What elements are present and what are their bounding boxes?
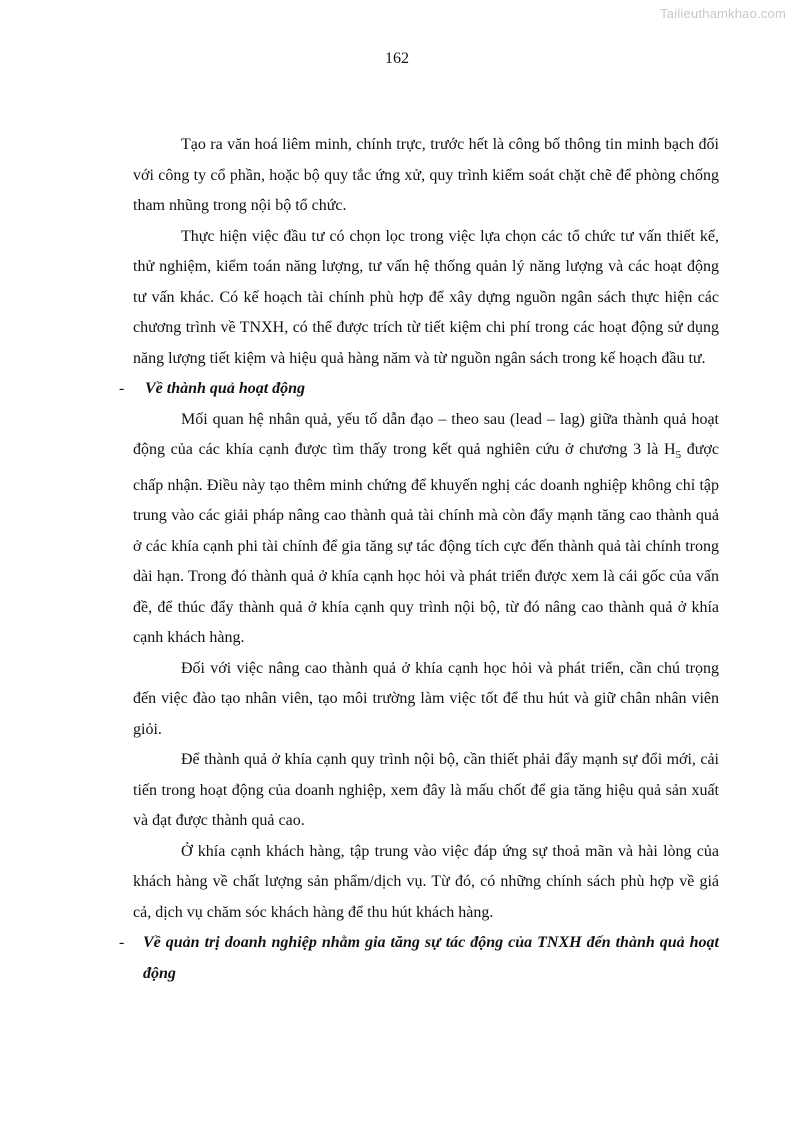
paragraph-5: Để thành quả ở khía cạnh quy trình nội bộ, cần thiết phải đẩy mạnh sự đổi mới, cải tiến trong hoạt động của doanh nghiệp, xem đây là mấu chốt để gia tăng hiệu quả sản xuất và đạt được thành quả cao.: [133, 751, 719, 830]
watermark: Tailieuthamkhao.com: [660, 6, 786, 21]
paragraph-3: [133, 405, 719, 654]
paragraph-3-part-b: được chấp nhận. Điều này tạo thêm minh chứng để khuyến nghị các doanh nghiệp không chỉ tập trung vào các giải pháp nâng cao thành quả tài chính mà còn đẩy mạnh tăng cao thành quả ở các khía cạnh phi tài chính để gia tăng sự tác động tích cực đến thành quả tài chính trong dài hạn. Trong đó thành quả ở khía cạnh học hỏi và phát triển được xem là cái gốc của vấn đề, để thúc đẩy thành quả ở khía cạnh quy trình nội bộ, từ đó nâng cao thành quả ở khía cạnh khách hàng.: [133, 441, 719, 647]
document-body: [119, 130, 719, 989]
paragraph-3-part-a: Mối quan hệ nhân quả, yếu tố dẫn đạo – theo sau (lead – lag) giữa thành quả hoạt động của các khía cạnh được tìm thấy trong kết quả nghiên cứu ở chương 3 là H: [133, 410, 719, 458]
page-number: 162: [385, 50, 409, 67]
bullet-dash: -: [119, 380, 125, 397]
paragraph-2: Thực hiện việc đầu tư có chọn lọc trong việc lựa chọn các tổ chức tư vấn thiết kế, thử nghiệm, kiểm toán năng lượng, tư vấn hệ thống quản lý năng lượng và các hoạt động tư vấn khác. Có kế hoạch tài chính phù hợp để xây dựng nguồn ngân sách thực hiện các chương trình về TNXH, có thể được trích từ tiết kiệm chi phí trong các hoạt động sử dụng năng lượng tiết kiệm và hiệu quả hàng năm và từ nguồn ngân sách trong kế hoạch đầu tư.: [133, 227, 719, 367]
heading-text: Về thành quả hoạt động: [145, 380, 306, 397]
section-heading-performance: [119, 374, 719, 405]
paragraph-1: Tạo ra văn hoá liêm minh, chính trực, trước hết là công bố thông tin minh bạch đối với công ty cổ phần, hoặc bộ quy tắc ứng xử, quy trình kiểm soát chặt chẽ để phòng chống tham nhũng trong nội bộ tổ chức.: [133, 136, 719, 214]
subscript: 5: [675, 449, 682, 462]
paragraph-4: Đối với việc nâng cao thành quả ở khía cạnh học hỏi và phát triển, cần chú trọng đến việc đào tạo nhân viên, tạo môi trường làm việc tốt để thu hút và giữ chân nhân viên giỏi.: [133, 659, 719, 738]
paragraph-6: Ở khía cạnh khách hàng, tập trung vào việc đáp ứng sự thoả mãn và hài lòng của khách hàng về chất lượng sản phẩm/dịch vụ. Từ đó, có những chính sách phù hợp về giá cả, dịch vụ chăm sóc khách hàng để thu hút khách hàng.: [133, 842, 719, 921]
heading-text: Về quản trị doanh nghiệp nhằm gia tăng sự tác động của TNXH đến thành quả hoạt động: [143, 934, 719, 982]
section-heading-governance: [119, 928, 719, 989]
bullet-dash: -: [119, 934, 125, 952]
